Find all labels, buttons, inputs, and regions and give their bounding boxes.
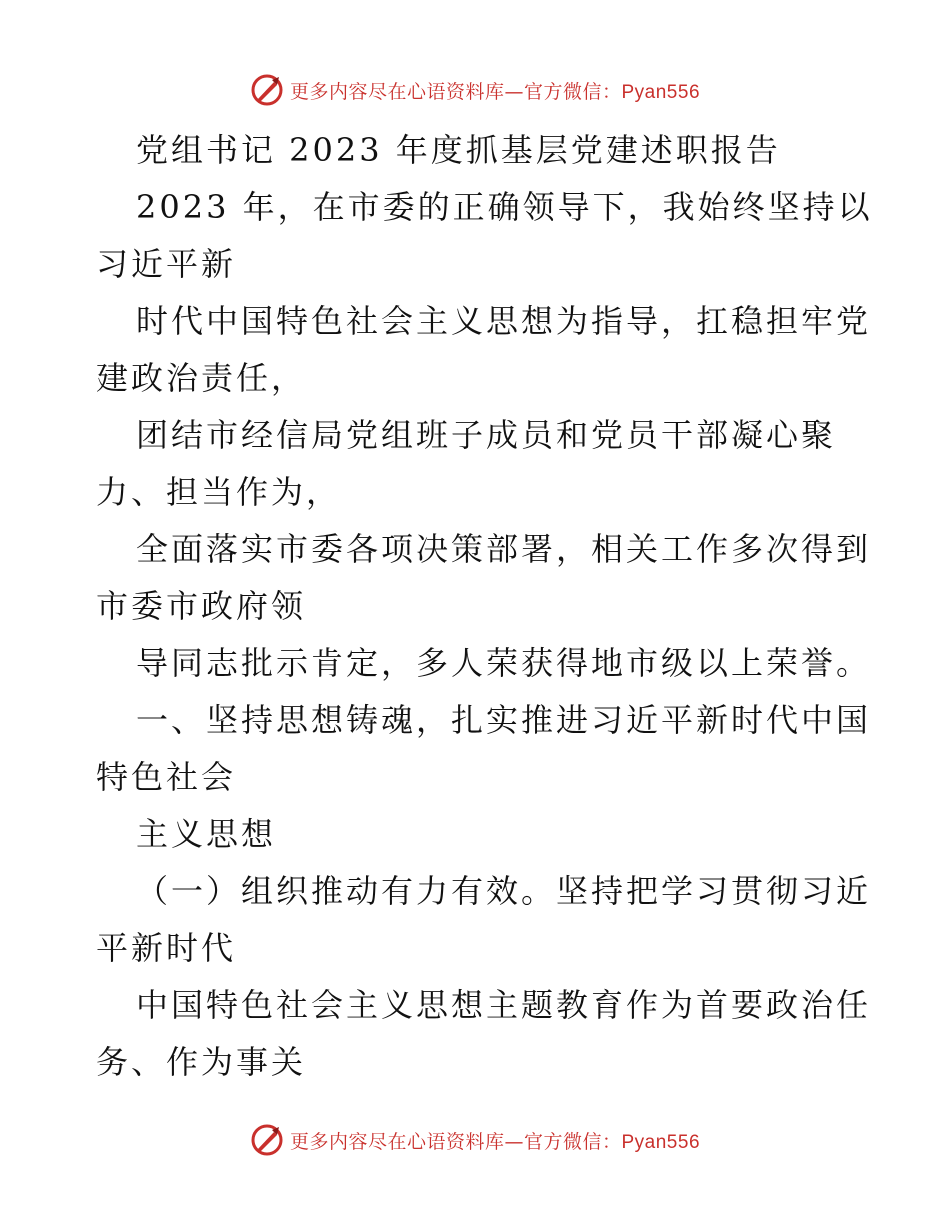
text-line: 特色社会 bbox=[96, 758, 237, 796]
quill-logo-icon bbox=[250, 73, 284, 107]
watermark-separator: — bbox=[504, 80, 524, 103]
watermark-wechat-id: Pyan556 bbox=[621, 81, 701, 103]
text-line: 中国特色社会主义思想主题教育作为首要政治任 bbox=[136, 986, 872, 1024]
text-line: 力、担当作为， bbox=[96, 473, 342, 511]
watermark-site-text: 更多内容尽在心语资料库 bbox=[289, 1130, 505, 1153]
quill-logo-icon bbox=[250, 1123, 284, 1157]
watermark-text bbox=[290, 77, 700, 104]
text-line: 时代中国特色社会主义思想为指导，扛稳担牢党 bbox=[136, 302, 872, 340]
watermark-site-text: 更多内容尽在心语资料库 bbox=[289, 80, 505, 103]
watermark-wechat-label: 官方微信： bbox=[523, 1130, 622, 1153]
text-line: 建政治责任， bbox=[96, 359, 307, 397]
text-line: 导同志批示肯定，多人荣获得地市级以上荣誉。 bbox=[136, 644, 872, 682]
text-line: （一）组织推动有力有效。坚持把学习贯彻习近 bbox=[136, 872, 872, 910]
text-line: 习近平新 bbox=[96, 245, 237, 283]
text-line: 一、坚持思想铸魂，扎实推进习近平新时代中国 bbox=[136, 701, 872, 739]
header-watermark bbox=[0, 70, 950, 110]
text-line: 市委市政府领 bbox=[96, 587, 307, 625]
text-line: 党组书记 2023 年度抓基层党建述职报告 bbox=[136, 131, 781, 169]
text-line: 团结市经信局党组班子成员和党员干部凝心聚 bbox=[136, 416, 837, 454]
footer-watermark bbox=[0, 1120, 950, 1160]
watermark-separator: — bbox=[504, 1130, 524, 1153]
text-line: 全面落实市委各项决策部署，相关工作多次得到 bbox=[136, 530, 872, 568]
text-line: 2023 年，在市委的正确领导下，我始终坚持以 bbox=[136, 188, 873, 226]
watermark-wechat-label: 官方微信： bbox=[523, 80, 622, 103]
watermark-text bbox=[290, 1127, 700, 1154]
text-line: 主义思想 bbox=[136, 815, 277, 853]
watermark-wechat-id: Pyan556 bbox=[621, 1131, 701, 1153]
text-line: 平新时代 bbox=[96, 929, 237, 967]
text-line: 务、作为事关 bbox=[96, 1043, 307, 1081]
document-body bbox=[96, 122, 873, 1091]
